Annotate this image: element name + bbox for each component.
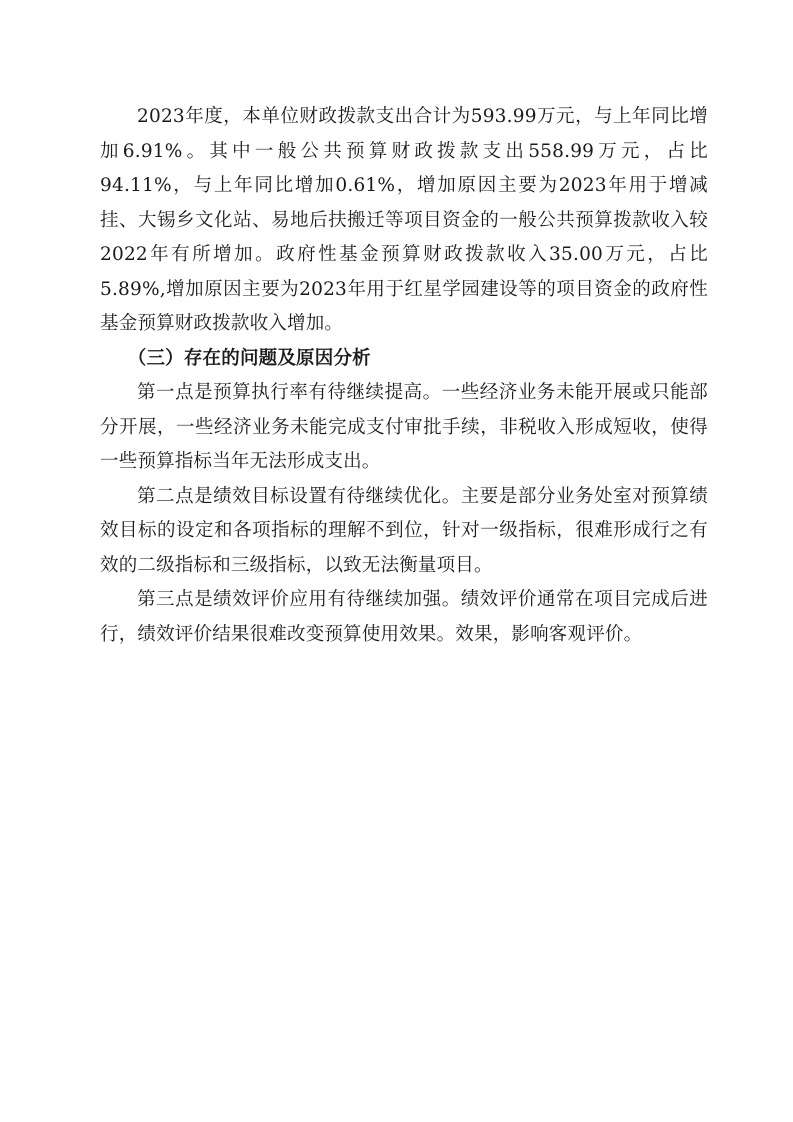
paragraph-point-three: 第三点是绩效评价应用有待继续加强。绩效评价通常在项目完成后进行，绩效评价结果很难改变预算使用效果。效果，影响客观评价。 [100,589,708,645]
paragraph-point-two: 第二点是绩效目标设置有待继续优化。主要是部分业务处室对预算绩效目标的设定和各项指标的理解不到位，针对一级指标，很难形成行之有效的二级指标和三级指标，以致无法衡量项目。 [100,485,708,576]
section-heading-problems: （三）存在的问题及原因分析 [127,347,371,369]
paragraph-fiscal-expenditure: 2023年度，本单位财政拨款支出合计为593.99万元，与上年同比增加6.91%。其中一般公共预算财政拨款支出558.99万元，占比94.11%，与上年同比增加0.61%，增加原因主要为2023年用于增减挂、大锡乡文化站、易地后扶搬迁等项目资金的一般公共预算拨款收入较2022年有所增加。政府性基金预算财政拨款收入35.00万元，占比5.89%,增加原因主要为2023年用于红星学园建设等的项目资金的政府性基金预算财政拨款收入增加。 [100,106,708,334]
paragraph-point-one: 第一点是预算执行率有待继续提高。一些经济业务未能开展或只能部分开展，一些经济业务未能完成支付审批手续，非税收入形成短收，使得一些预算指标当年无法形成支出。 [100,382,708,472]
document-body [100,100,708,652]
